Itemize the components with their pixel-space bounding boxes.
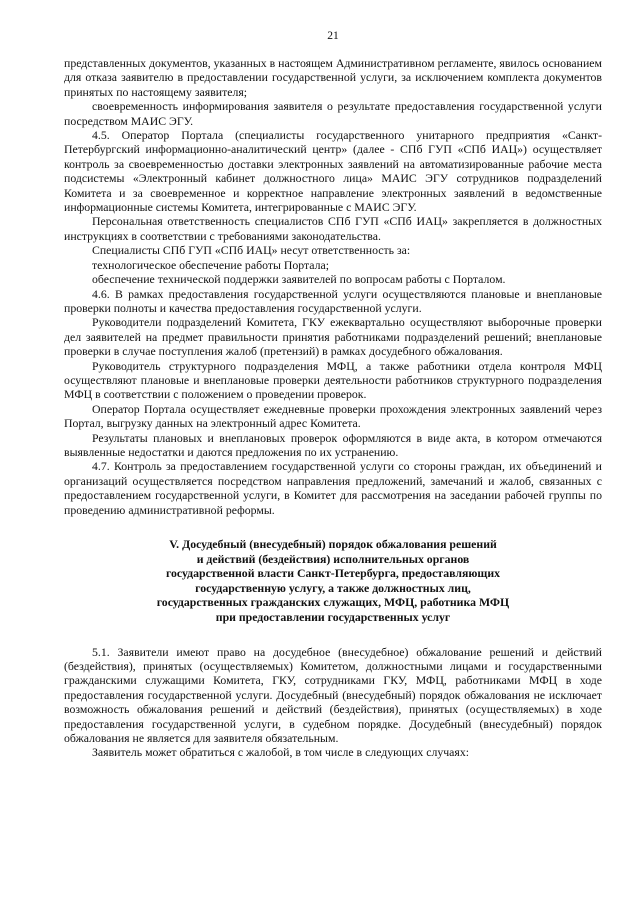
section-title-line: государственной власти Санкт-Петербурга, предоставляющих <box>165 566 501 581</box>
paragraph: Персональная ответственность специалистов СПб ГУП «СПб ИАЦ» закрепляется в должностных инструкциях в соответствии с требованиями законодательства. <box>64 214 602 243</box>
paragraph: 4.7. Контроль за предоставлением государственной услуги со стороны граждан, их объединений и организаций осуществляется посредством направления предложений, замечаний и жалоб, связанных с предоставлением государственной услуги, в Комитет для рассмотрения на заседании рабочей группы по проведению административной реформы. <box>64 459 602 517</box>
section-title-line: государственных гражданских служащих, МФЦ, работника МФЦ <box>156 595 510 610</box>
paragraph: представленных документов, указанных в настоящем Административном регламенте, явилось основанием для отказа заявителю в предоставлении государственной услуги, за исключением комплекта документов принятых по настоящему заявителя; <box>64 56 602 99</box>
paragraph: 4.6. В рамках предоставления государственной услуги осуществляются плановые и внеплановые проверки полноты и качества предоставления государственной услуги. <box>64 286 602 315</box>
paragraphs-after-section <box>64 645 602 760</box>
section-title-line: и действий (бездействия) исполнительных органов <box>196 551 470 566</box>
section-title-line: V. Досудебный (внесудебный) порядок обжалования решений <box>169 537 497 551</box>
paragraphs-before-section <box>64 56 602 517</box>
paragraph: технологическое обеспечение работы Портала; <box>92 257 330 272</box>
paragraph: Заявитель может обратиться с жалобой, в том числе в следующих случаях: <box>92 745 470 760</box>
paragraph: обеспечение технической поддержки заявителей по вопросам работы с Порталом. <box>92 272 506 287</box>
paragraph: Руководители подразделений Комитета, ГКУ ежеквартально осуществляют выборочные проверки дел заявителей на предмет правильности принятия работниками подразделений решений; внеплановые проверки в случае поступления жалоб (претензий) в рамках досудебного обжалования. <box>64 315 602 359</box>
paragraph: Результаты плановых и внеплановых проверок оформляются в виде акта, в котором отмечаются выявленные недостатки и даются предложения по их устранению. <box>64 430 602 459</box>
paragraph: Оператор Портала осуществляет ежедневные проверки прохождения электронных заявлений через Портал, выгрузку данных на электронный адрес Комитета. <box>64 401 602 431</box>
paragraph: Специалисты СПб ГУП «СПб ИАЦ» несут ответственность за: <box>92 243 411 258</box>
section-v-title <box>64 537 602 625</box>
document-body <box>64 56 602 760</box>
paragraph: 5.1. Заявители имеют право на досудебное (внесудебное) обжалование решений и действий (бездействия), принятых (осуществляемых) Комитетом, должностными лицами и государственными гражданскими служащими Комитета, ГКУ, сотрудниками ГКУ, МФЦ, работниками МФЦ в ходе предоставления государственной услуги. Досудебный (внесудебный) порядок обжалования не исключает возможность обжалования решений и действий (бездействия), принятых (осуществляемых) в ходе предоставления государственной услуги, в судебном порядке. Досудебный (внесудебный) порядок обжалования не является для заявителя обязательным. <box>64 644 602 745</box>
paragraph: Руководитель структурного подразделения МФЦ, а также работники отдела контроля МФЦ осуществляют плановые и внеплановые проверки деятельности работников структурного подразделения МФЦ в соответствии с положением о проведении проверок. <box>64 358 602 402</box>
paragraph: своевременность информирования заявителя о результате предоставления государственной услуги посредством МАИС ЭГУ. <box>64 99 602 128</box>
section-title-line: при предоставлении государственных услуг <box>215 609 451 624</box>
page-number: 21 <box>327 30 339 42</box>
paragraph: 4.5. Оператор Портала (специалисты государственного унитарного предприятия «Санкт-Петербургский информационно-аналитический центр» (далее - СПб ГУП «СПб ИАЦ») осуществляет контроль за своевременностью доставки электронных заявлений на автоматизированные рабочие места подсистемы «Электронный кабинет должностного лица» МАИС ЭГУ сотрудников подразделений Комитета и за своевременное и корректное направление электронных заявлений в ведомственные информационные системы Комитета, интегрированные с МАИС ЭГУ. <box>64 128 602 215</box>
section-title-line: государственную услугу, а также должностных лиц, <box>195 580 471 595</box>
